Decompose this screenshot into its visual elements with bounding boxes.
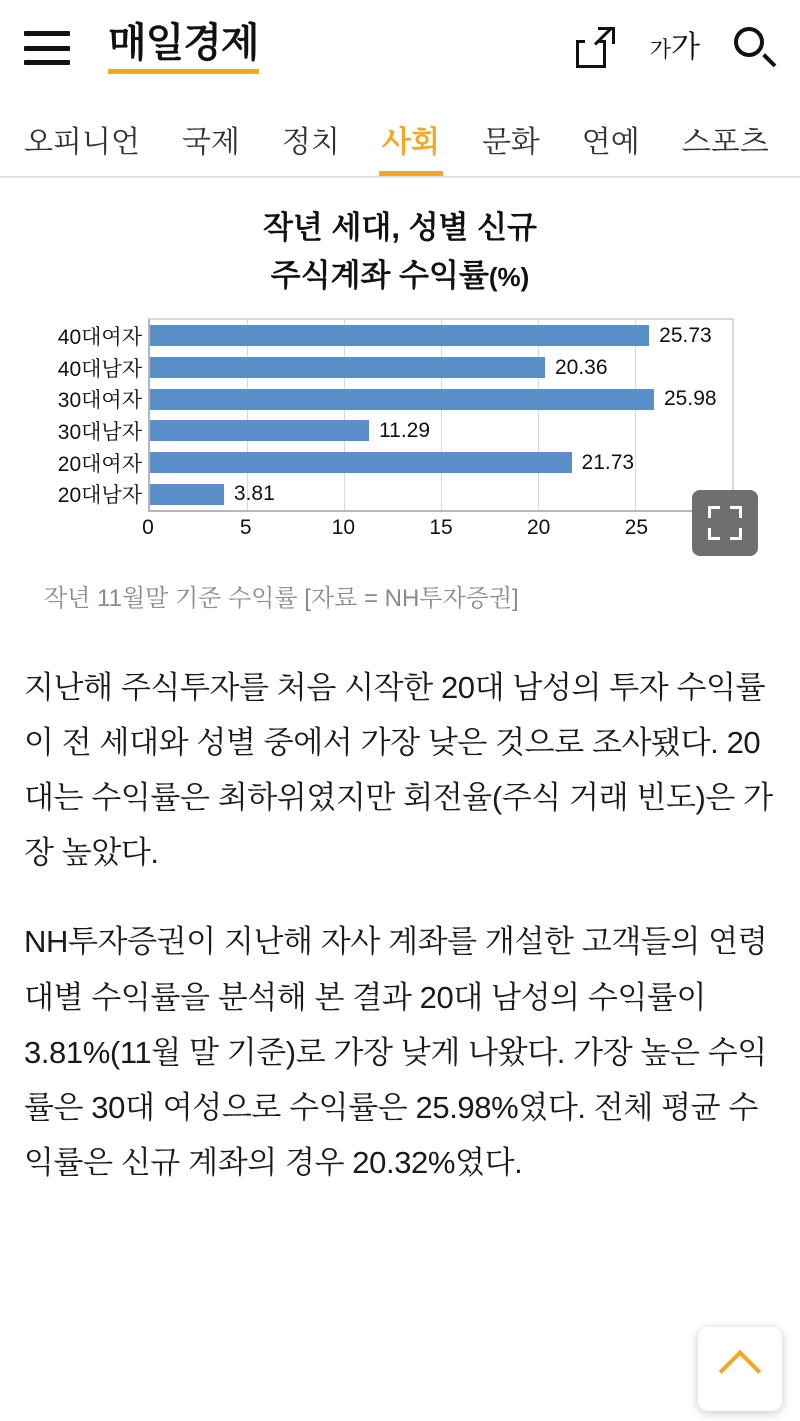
- chart-x-tick-label: 15: [429, 516, 453, 540]
- brand-underline: [108, 69, 259, 74]
- chart-title-line1: 작년 세대, 성별 신규: [262, 210, 538, 245]
- chart-x-tick-label: 0: [142, 516, 154, 540]
- chart-bar: [150, 389, 654, 410]
- figure-caption: 작년 11월말 기준 수익률 [자료 = NH투자증권]: [44, 585, 519, 613]
- chart-category-label: 30대여자: [57, 389, 142, 413]
- chart-x-tick-label: 5: [239, 516, 252, 540]
- expand-corner: [708, 506, 720, 518]
- article-paragraph: 지난해 주식투자를 처음 시작한 20대 남성의 투자 수익률이 전 세대와 성별 중에서 가장 낮은 것으로 조사됐다. 20대는 수익률은 최하위였지만 회전율(주식 거래 빈도)은 가장 높았다.: [24, 669, 773, 871]
- hamburger-bar: [24, 46, 70, 51]
- chart-x-tick-label: 20: [526, 516, 551, 540]
- hamburger-bar: [24, 60, 70, 65]
- expand-corner: [730, 506, 742, 518]
- font-size-large-label: 가: [671, 31, 700, 64]
- chart-bar-row: [57, 383, 732, 415]
- chart-title-line2: 주식계좌 수익률: [270, 258, 489, 294]
- chart-category-label: 40대남자: [57, 357, 142, 381]
- nav-item-society[interactable]: 사회: [361, 128, 461, 176]
- chart-x-tick-label: 10: [331, 516, 356, 540]
- scroll-to-top-button[interactable]: [698, 1327, 782, 1411]
- site-header: [0, 0, 800, 96]
- hamburger-icon[interactable]: [24, 31, 70, 65]
- site-logo[interactable]: [108, 22, 259, 74]
- header-actions: [576, 27, 776, 69]
- search-lens: [734, 27, 764, 57]
- expand-corner: [730, 528, 742, 540]
- share-external-icon[interactable]: [576, 28, 616, 68]
- chart-value-label: 21.73: [581, 450, 635, 474]
- category-nav: [0, 96, 800, 178]
- article-figure: [20, 186, 780, 616]
- chart-bar-row: [57, 320, 732, 352]
- chart-gridline: [732, 320, 733, 510]
- nav-item-culture[interactable]: 문화: [481, 126, 540, 159]
- font-size-small-label: 가: [649, 37, 672, 62]
- search-icon[interactable]: [734, 27, 776, 69]
- chart-value-label: 11.29: [379, 418, 431, 442]
- brand-title: 매일경제: [108, 21, 259, 65]
- search-handle: [762, 53, 776, 67]
- font-size-button[interactable]: [650, 33, 700, 63]
- chart-bar: [150, 420, 369, 441]
- hamburger-bar: [24, 31, 70, 36]
- chart-plot-area: [57, 318, 734, 512]
- nav-item-international[interactable]: 국제: [181, 126, 240, 159]
- chart-value-label: 25.73: [659, 323, 712, 347]
- chart-bar-row: [57, 352, 732, 384]
- expand-corner: [708, 528, 720, 540]
- chart-title-line2-wrap: [60, 252, 740, 300]
- article-body: [24, 660, 776, 1191]
- chart-category-label: 40대여자: [57, 325, 142, 349]
- expand-fullscreen-icon[interactable]: [692, 490, 758, 556]
- share-arrow: [595, 27, 615, 47]
- chart-category-label: 30대남자: [57, 420, 142, 444]
- chart-bar: [150, 452, 572, 473]
- chart-title-unit: (%): [488, 262, 530, 293]
- chart-x-axis: [142, 514, 734, 548]
- chart-bar-row: [57, 415, 732, 447]
- chart-bar: [150, 484, 224, 505]
- chart-value-label: 3.81: [233, 482, 275, 506]
- chart-title: [20, 186, 780, 310]
- chart-category-label: 20대남자: [57, 484, 142, 508]
- chart-bar: [150, 325, 649, 346]
- chart-value-label: 20.36: [554, 355, 608, 379]
- nav-item-entertainment[interactable]: 연예: [581, 126, 640, 159]
- chart-bar-row: [57, 447, 732, 479]
- chart-bar: [150, 357, 545, 378]
- nav-item-opinion[interactable]: 오피니언: [24, 126, 140, 159]
- nav-item-politics[interactable]: 정치: [281, 126, 340, 159]
- chart-x-tick-label: 25: [624, 516, 649, 540]
- article-paragraph: NH투자증권이 지난해 자사 계좌를 개설한 고객들의 연령대별 수익률을 분석해 본 결과 20대 남성의 수익률이 3.81%(11월 말 기준)로 가장 낮게 나왔다. 가장 높은 수익률은 30대 여성으로 수익률은 25.98%였다. 전체 평균 수익률은 신규 계좌의 경우 20.32%였다.: [24, 924, 768, 1181]
- chart-value-label: 25.98: [664, 387, 717, 411]
- chart-bar-row: [57, 478, 732, 510]
- chart-category-label: 20대여자: [57, 452, 142, 476]
- nav-item-sports[interactable]: 스포츠: [681, 126, 769, 159]
- bar-chart: [28, 318, 772, 548]
